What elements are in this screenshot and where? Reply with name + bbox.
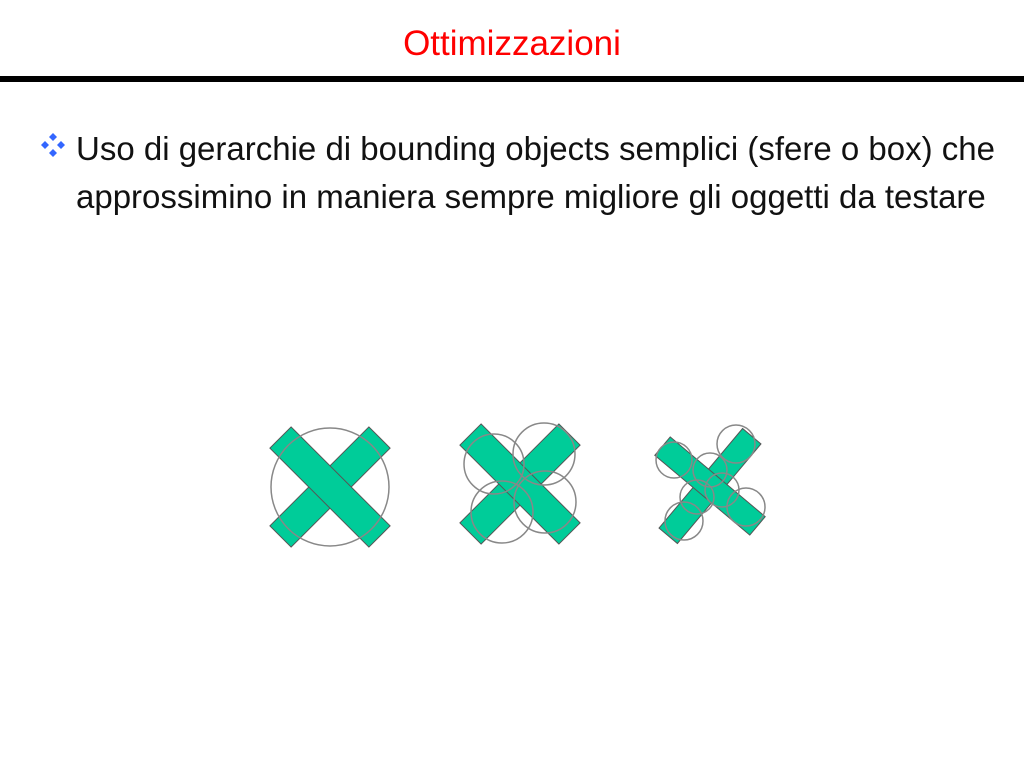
many-spheres-cross: [621, 396, 800, 575]
bullet-text: Uso di gerarchie di bounding objects semplici (sfere o box) che approssimino in maniera sempre migliore gli oggetti da testare: [76, 130, 995, 215]
single-sphere-cross: [231, 388, 429, 586]
page-title: Ottimizzazioni: [403, 24, 621, 63]
four-spheres-cross: [421, 385, 619, 583]
